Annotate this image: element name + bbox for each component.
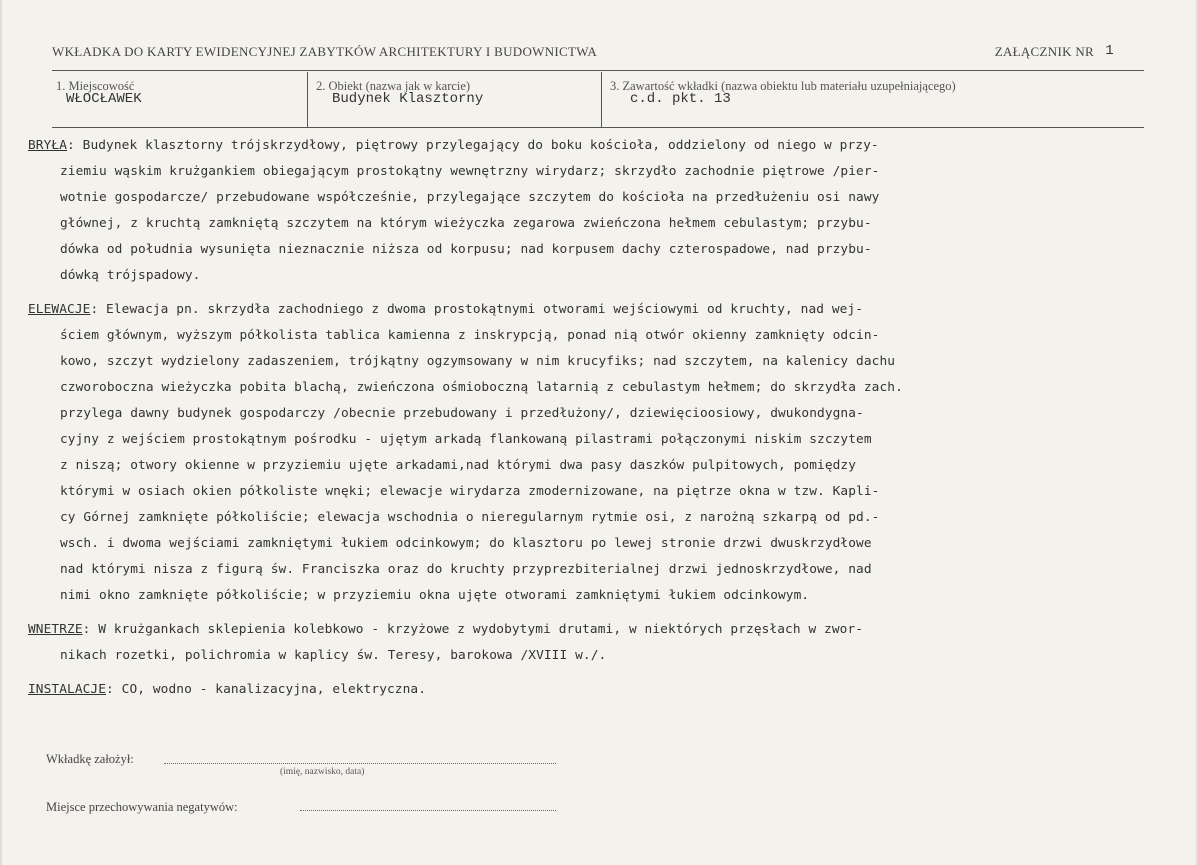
text-line: czworoboczna wieżyczka pobita blachą, zwieńczona ośmioboczną latarnią z cebulastym hełmem; do skrzydła zach.	[60, 380, 903, 395]
text-line: ziemiu wąskim krużgankiem obiegającym prostokątny wewnętrzny wirydarz; skrzydło zachodnie piętrowe /pier-	[60, 164, 880, 179]
text-line: wsch. i dwoma wejściami zamkniętymi łukiem odcinkowym; do klasztoru po lewej stronie drzwi dwuskrzydłowe	[60, 536, 872, 551]
object-value: Budynek Klasztorny	[332, 91, 484, 107]
text-line: : Elewacja pn. skrzydła zachodniego z dwoma prostokątnymi otworami wejściowymi od kruchty, nad wej-	[90, 302, 864, 317]
header-top-rule	[52, 70, 1144, 71]
section-elewacje	[28, 297, 1168, 609]
text-line: ściem głównym, wyższym półkolista tablica kamienna z inskrypcją, ponad nią otwór okienny zamknięty odcin-	[60, 328, 880, 343]
section-bryla	[28, 133, 1168, 289]
section-heading: WNETRZE	[28, 622, 83, 637]
text-line: dówka od południa wysunięta nieznacznie niższa od korpusu; nad korpusem dachy czterospadowe, nad przybu-	[60, 242, 872, 257]
text-line: głównej, z kruchtą zamkniętą szczytem na którym wieżyczka zegarowa zwieńczona hełmem cebulastym; przybu-	[60, 216, 872, 231]
field-divider-2	[601, 72, 602, 128]
negatives-location-line[interactable]	[300, 810, 556, 811]
attachment-number: 1	[1105, 43, 1114, 59]
text-line: z niszą; otwory okienne w przyziemiu ujęte arkadami,nad którymi dwa pasy daszków pulpitowych, pomiędzy	[60, 458, 857, 473]
header-bottom-rule	[52, 127, 1144, 128]
text-line: nimi okno zamknięte półkoliście; w przyziemiu okna ujęte otworami zamkniętymi łukiem odcinkowym.	[60, 588, 810, 603]
text-line: : Budynek klasztorny trójskrzydłowy, piętrowy przylegający do boku kościoła, oddzielony od niego w przy-	[67, 138, 879, 153]
text-line: cyjny z wejściem prostokątnym pośrodku - ujętym arkadą flankowaną pilastrami połączonymi niskim szczytem	[60, 432, 872, 447]
founder-label: Wkładkę założył:	[46, 752, 134, 766]
text-line: kowo, szczyt wydzielony zadaszeniem, trójkątny ogzymsowany w nim krucyfiks; nad szczytem, na kalenicy dachu	[60, 354, 896, 369]
object-label: 2. Obiekt (nazwa jak w karcie)	[316, 79, 471, 93]
locality-label: 1. Miejscowość	[56, 79, 135, 93]
text-line: dówką trójspadowy.	[60, 268, 201, 283]
attachment-label: ZAŁĄCZNIK NR	[994, 44, 1094, 59]
text-line: którymi w osiach okien półkoliste wnęki; elewacje wirydarza zmodernizowane, na piętrze okna w tzw. Kapli-	[60, 484, 880, 499]
field-divider-1	[307, 72, 308, 128]
text-line: : W krużgankach sklepienia kolebkowo - krzyżowe z wydobytymi drutami, w niektórych przęsłach w zwor-	[82, 622, 864, 637]
section-heading: ELEWACJE	[28, 302, 91, 317]
text-line: : CO, wodno - kanalizacyjna, elektryczna.	[106, 682, 427, 697]
form-title: WKŁADKA DO KARTY EWIDENCYJNEJ ZABYTKÓW ARCHITEKTURY I BUDOWNICTWA	[52, 44, 598, 59]
text-line: nikach rozetki, polichromia w kaplicy św. Teresy, barokowa /XVIII w./.	[60, 648, 607, 663]
negatives-label: Miejsce przechowywania negatywów:	[46, 800, 238, 814]
locality-value: WŁOCŁAWEK	[66, 91, 142, 107]
header	[52, 44, 1142, 60]
section-instalacje	[28, 677, 1168, 703]
contents-label: 3. Zawartość wkładki (nazwa obiektu lub materiału uzupełniającego)	[610, 79, 956, 93]
description-body	[28, 133, 1168, 703]
section-heading: INSTALACJE	[28, 682, 107, 697]
text-line: wotnie gospodarcze/ przebudowane współcześnie, przylegające szczytem do kościoła na przedłużeniu osi nawy	[60, 190, 880, 205]
section-wnetrze	[28, 617, 1168, 669]
contents-value: c.d. pkt. 13	[630, 91, 731, 107]
founder-hint: (imię, nazwisko, data)	[280, 767, 365, 777]
text-line: cy Górnej zamknięte półkoliście; elewacja wschodnia o nieregularnym rytmie osi, z narożną szkarpą od pd.-	[60, 510, 880, 525]
text-line: nad którymi nisza z figurą św. Franciszka oraz do kruchty przyprezbiterialnej drzwi jednoskrzydłowe, nad	[60, 562, 872, 577]
text-line: przylega dawny budynek gospodarczy /obecnie przebudowany i przedłużony/, dziewięcioosiowy, dwukondygna-	[60, 406, 864, 421]
section-heading: BRYŁA	[28, 138, 68, 153]
founder-signature-line[interactable]	[164, 763, 556, 764]
